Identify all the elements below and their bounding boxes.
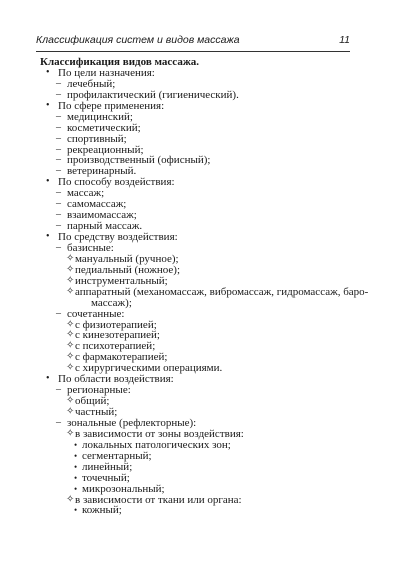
bullet-marker: • <box>46 176 50 188</box>
list-item-text: аппаратный (механомассаж, вибромассаж, гидромассаж, баро- <box>75 285 369 298</box>
bullet-marker: • <box>74 505 78 516</box>
header-rule <box>36 51 350 52</box>
bullet-marker: – <box>56 110 61 122</box>
bullet-marker: – <box>56 154 61 166</box>
list-item-text: спортивный; <box>67 132 127 145</box>
bullet-marker: • <box>74 483 78 494</box>
list-item <box>36 123 356 134</box>
list-item <box>36 484 356 495</box>
bullet-marker: – <box>56 416 61 428</box>
bullet-marker: • <box>46 66 50 78</box>
bullet-marker: ✧ <box>66 329 75 341</box>
document-body <box>36 56 369 517</box>
list-item-text: точечный; <box>82 471 130 484</box>
list-item-text: ветеринарный. <box>67 165 137 178</box>
bullet-marker: – <box>56 121 61 133</box>
list-item-text: с хирургическими операциями. <box>75 362 223 375</box>
list-item-text: базисные: <box>67 241 114 254</box>
bullet-marker: ✧ <box>66 406 75 417</box>
list-item-text: общий; <box>75 395 110 408</box>
bullet-marker: ✧ <box>66 340 75 352</box>
bullet-marker: ✧ <box>66 318 75 330</box>
list-item <box>36 462 356 473</box>
running-title: Классификация систем и видов массажа <box>36 34 240 46</box>
list-item-text: инструментальный; <box>75 274 168 287</box>
bullet-marker: – <box>56 384 61 396</box>
list-item-text: зональные (рефлекторные): <box>67 416 197 429</box>
bullet-marker: – <box>56 307 61 319</box>
list-item-text: По сфере применения: <box>58 99 165 112</box>
list-item-text: микрозональный; <box>82 482 165 495</box>
list-item-text: лечебный; <box>67 77 116 90</box>
list-item <box>36 505 356 516</box>
list-item-text: По способу воздействия: <box>58 176 175 189</box>
list-item-text: с физиотерапией; <box>75 318 157 331</box>
bullet-marker: – <box>56 88 61 100</box>
list-item-text: в зависимости от зоны воздействия: <box>75 427 244 440</box>
list-item-text: По средству воздействия: <box>58 231 178 243</box>
section-title: Классификация видов массажа. <box>40 56 200 68</box>
list-item-text: косметический; <box>67 121 141 134</box>
bullet-marker: ✧ <box>66 362 75 374</box>
list-item-text: мануальный (ручное); <box>75 252 179 265</box>
list-item-text: производственный (офисный); <box>67 154 211 167</box>
list-item <box>36 285 369 298</box>
bullet-marker: • <box>74 472 78 483</box>
list-item-text: с кинезотерапией; <box>75 329 160 342</box>
bullet-marker: • <box>46 373 50 385</box>
list-item <box>36 134 356 145</box>
page-header <box>36 34 350 50</box>
bullet-marker: • <box>46 99 50 111</box>
list-item-text: с фармакотерапией; <box>75 351 168 364</box>
bullet-marker: ✧ <box>66 252 75 264</box>
bullet-marker: ✧ <box>66 351 75 363</box>
list-item-text: регионарные: <box>67 384 131 397</box>
bullet-marker: – <box>56 143 61 155</box>
list-item <box>36 112 356 123</box>
list-item-text: медицинский; <box>67 110 133 123</box>
list-item-text: самомассаж; <box>67 198 127 211</box>
list-item-text: По области воздействия: <box>58 373 174 386</box>
list-item <box>36 309 356 320</box>
list-item-text: сегментарный; <box>82 449 152 462</box>
list-item-text: с психотерапией; <box>75 340 156 353</box>
bullet-marker: • <box>46 231 50 242</box>
bullet-marker: ✧ <box>66 395 75 407</box>
list-item <box>36 298 356 309</box>
list-item-text: кожный; <box>82 504 122 517</box>
list-item-text: массаж); <box>91 296 132 309</box>
bullet-marker: ✧ <box>66 263 75 275</box>
bullet-marker: – <box>56 209 61 221</box>
list-item-text: линейный; <box>82 460 133 473</box>
bullet-marker: – <box>56 220 61 232</box>
bullet-marker: – <box>56 241 61 253</box>
page-number: 11 <box>339 34 350 46</box>
bullet-marker: – <box>56 132 61 144</box>
bullet-marker: – <box>56 77 61 89</box>
bullet-marker: ✧ <box>66 427 75 439</box>
bullet-marker: – <box>56 198 61 210</box>
bullet-marker: • <box>74 461 78 472</box>
list-item-text: локальных патологических зон; <box>82 438 231 451</box>
list-item-text: педиальный (ножное); <box>75 263 181 276</box>
list-item-text: По цели назначения: <box>58 66 155 79</box>
bullet-marker: ✧ <box>66 285 75 297</box>
bullet-marker: ✧ <box>66 274 75 286</box>
list-item-text: сочетанные: <box>67 307 125 320</box>
list-item-text: частный; <box>75 406 118 418</box>
list-item-text: парный массаж. <box>67 220 143 233</box>
list-item-text: рекреационный; <box>67 143 144 156</box>
list-item <box>36 473 356 484</box>
bullet-marker: – <box>56 165 61 177</box>
bullet-marker: • <box>74 439 78 450</box>
bullet-marker: – <box>56 187 61 199</box>
list-item-text: массаж; <box>67 187 105 200</box>
list-item-text: в зависимости от ткани или органа: <box>75 493 242 506</box>
bullet-marker: ✧ <box>66 493 75 505</box>
list-item-text: взаимомассаж; <box>67 209 137 222</box>
bullet-marker: • <box>74 450 78 461</box>
list-item-text: профилактический (гигиенический). <box>67 88 239 101</box>
